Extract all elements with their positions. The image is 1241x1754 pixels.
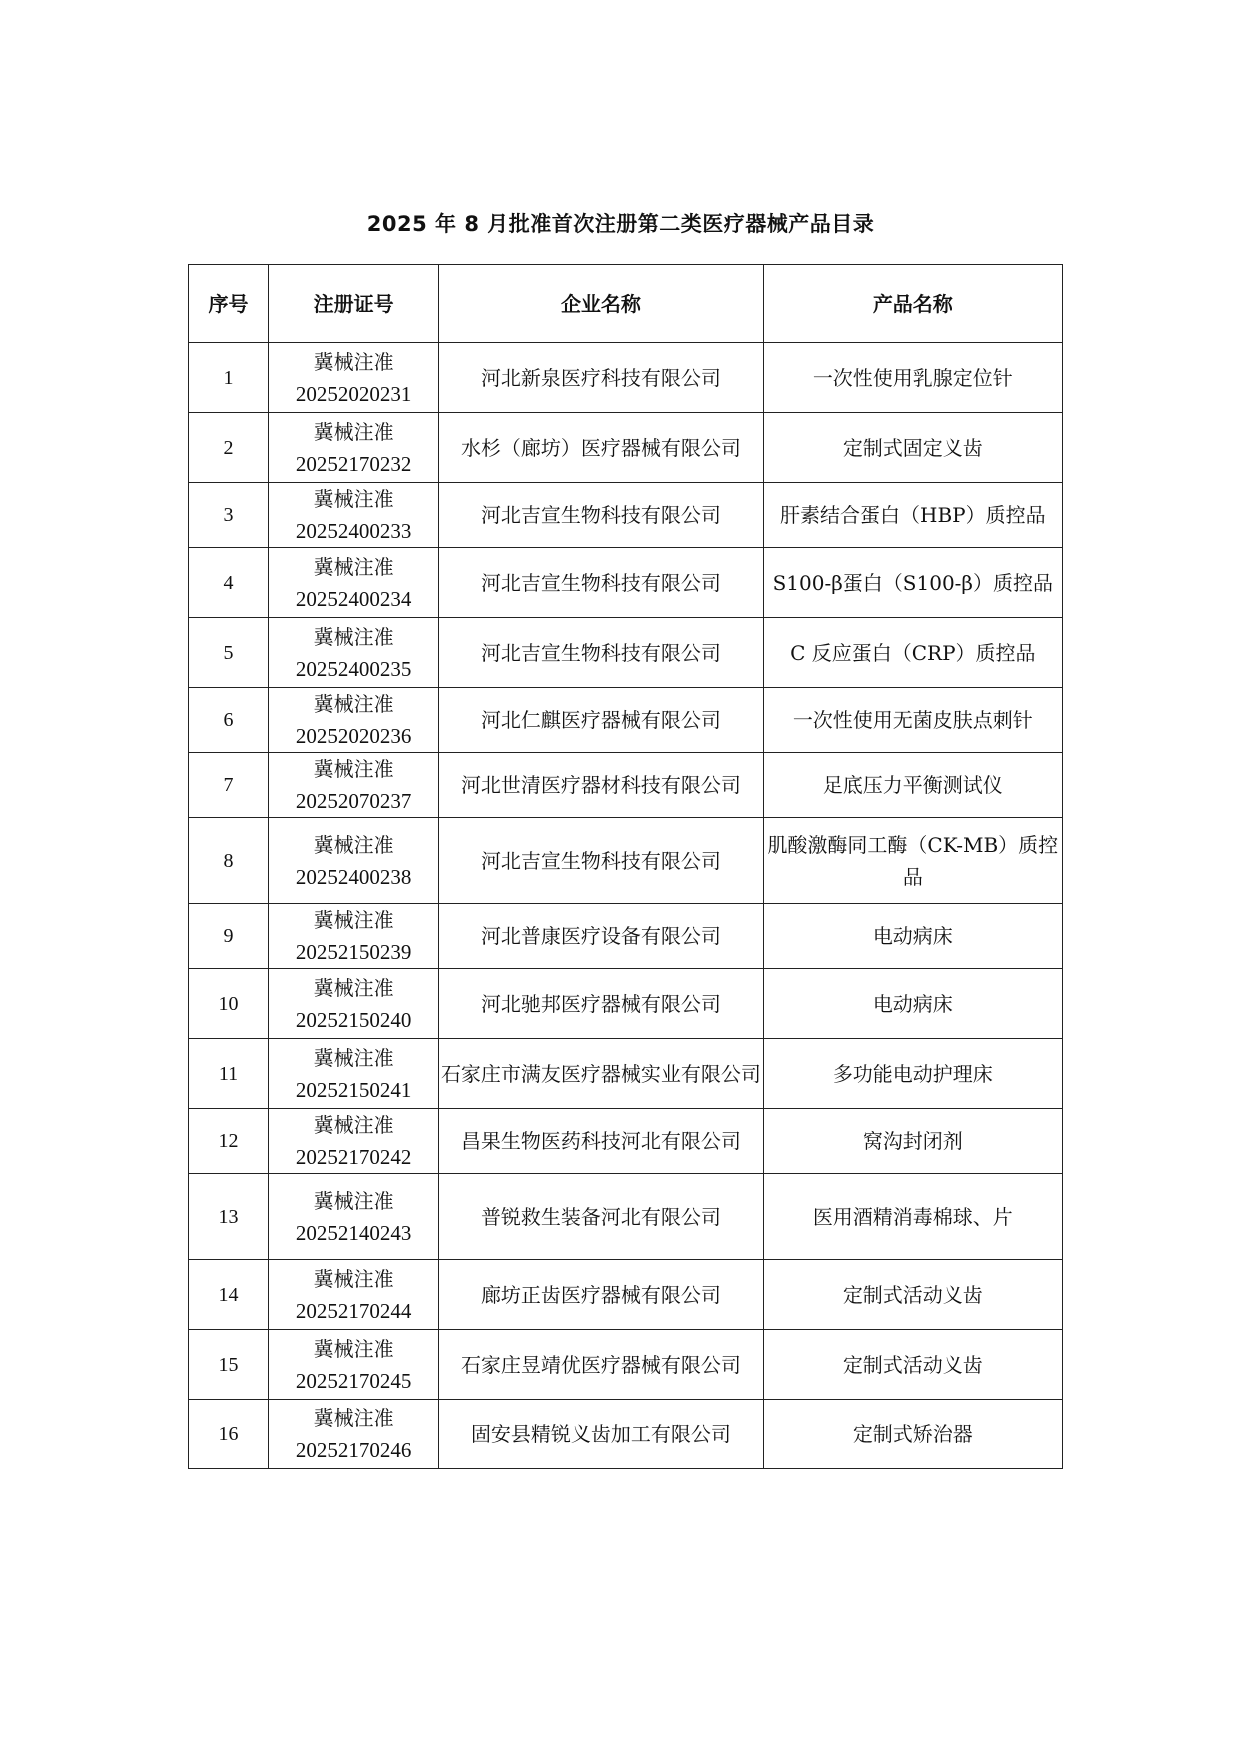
registration-code: 20252170246	[295, 1438, 412, 1462]
table-row	[189, 483, 1063, 548]
cell-registration-number	[269, 483, 439, 548]
cell-product-name: 一次性使用乳腺定位针	[763, 343, 1062, 413]
registration-prefix: 冀械注准	[313, 487, 394, 511]
table-row	[189, 688, 1063, 753]
table-row	[189, 1039, 1063, 1109]
cell-serial-number: 8	[189, 818, 269, 904]
cell-company-name: 河北吉宣生物科技有限公司	[439, 483, 763, 548]
page-title: 2025 年 8 月批准首次注册第二类医疗器械产品目录	[366, 212, 875, 236]
header-company-name: 企业名称	[439, 265, 763, 343]
header-registration-number: 注册证号	[269, 265, 439, 343]
header-product-name: 产品名称	[763, 265, 1062, 343]
registration-prefix: 冀械注准	[313, 832, 394, 857]
cell-company-name: 河北驰邦医疗器械有限公司	[439, 969, 763, 1039]
cell-serial-number: 12	[189, 1109, 269, 1174]
registration-code: 20252400238	[295, 864, 412, 889]
registration-code: 20252070237	[295, 789, 412, 813]
cell-registration-number	[269, 548, 439, 618]
cell-product-name: 电动病床	[763, 904, 1062, 969]
cell-registration-number	[269, 753, 439, 818]
cell-serial-number: 16	[189, 1400, 269, 1469]
cell-company-name: 昌果生物医药科技河北有限公司	[439, 1109, 763, 1174]
registration-code: 20252170245	[295, 1368, 412, 1393]
cell-company-name: 河北吉宣生物科技有限公司	[439, 548, 763, 618]
cell-registration-number	[269, 618, 439, 688]
cell-registration-number	[269, 688, 439, 753]
registration-prefix: 冀械注准	[313, 975, 394, 1000]
registration-prefix: 冀械注准	[313, 349, 394, 374]
table-row	[189, 1400, 1063, 1469]
cell-company-name: 河北吉宣生物科技有限公司	[439, 618, 763, 688]
registration-code: 20252170244	[295, 1298, 412, 1323]
header-serial-number: 序号	[189, 265, 269, 343]
table-row	[189, 818, 1063, 904]
cell-product-name: 多功能电动护理床	[763, 1039, 1062, 1109]
cell-company-name: 廊坊正齿医疗器械有限公司	[439, 1260, 763, 1330]
cell-company-name: 河北世清医疗器材科技有限公司	[439, 753, 763, 818]
cell-product-name: S100-β蛋白（S100-β）质控品	[763, 548, 1062, 618]
cell-serial-number: 15	[189, 1330, 269, 1400]
registration-code: 20252020231	[295, 381, 412, 406]
registration-code: 20252020236	[295, 724, 412, 748]
registration-prefix: 冀械注准	[313, 1266, 394, 1291]
cell-registration-number	[269, 1109, 439, 1174]
cell-company-name: 水杉（廊坊）医疗器械有限公司	[439, 413, 763, 483]
table-row	[189, 753, 1063, 818]
registration-code: 20252400233	[295, 519, 412, 543]
cell-registration-number	[269, 413, 439, 483]
cell-registration-number	[269, 1330, 439, 1400]
cell-registration-number	[269, 904, 439, 969]
registration-prefix: 冀械注准	[313, 1188, 394, 1213]
cell-company-name: 普锐救生装备河北有限公司	[439, 1174, 763, 1260]
registration-prefix: 冀械注准	[313, 1406, 394, 1430]
registration-code: 20252150241	[295, 1077, 412, 1102]
table-row	[189, 413, 1063, 483]
cell-serial-number: 5	[189, 618, 269, 688]
cell-company-name: 河北仁麒医疗器械有限公司	[439, 688, 763, 753]
cell-registration-number	[269, 818, 439, 904]
table-row	[189, 1260, 1063, 1330]
cell-serial-number: 2	[189, 413, 269, 483]
product-catalog-table	[188, 264, 1063, 1469]
cell-company-name: 河北新泉医疗科技有限公司	[439, 343, 763, 413]
registration-prefix: 冀械注准	[313, 1336, 394, 1361]
cell-company-name: 固安县精锐义齿加工有限公司	[439, 1400, 763, 1469]
cell-product-name: 一次性使用无菌皮肤点刺针	[763, 688, 1062, 753]
table-row	[189, 1330, 1063, 1400]
registration-code: 20252400234	[295, 586, 412, 611]
registration-prefix: 冀械注准	[313, 419, 394, 444]
table-row	[189, 969, 1063, 1039]
cell-product-name: C 反应蛋白（CRP）质控品	[763, 618, 1062, 688]
table-row	[189, 904, 1063, 969]
registration-prefix: 冀械注准	[313, 692, 394, 716]
table-row	[189, 548, 1063, 618]
table-header-row	[189, 265, 1063, 343]
cell-registration-number	[269, 1260, 439, 1330]
cell-product-name: 窝沟封闭剂	[763, 1109, 1062, 1174]
cell-serial-number: 3	[189, 483, 269, 548]
cell-registration-number	[269, 969, 439, 1039]
registration-prefix: 冀械注准	[313, 554, 394, 579]
registration-prefix: 冀械注准	[313, 757, 394, 781]
table-row	[189, 1174, 1063, 1260]
cell-serial-number: 14	[189, 1260, 269, 1330]
registration-code: 20252170242	[295, 1145, 412, 1169]
cell-company-name: 河北吉宣生物科技有限公司	[439, 818, 763, 904]
cell-product-name: 肝素结合蛋白（HBP）质控品	[763, 483, 1062, 548]
cell-product-name: 定制式活动义齿	[763, 1260, 1062, 1330]
cell-serial-number: 4	[189, 548, 269, 618]
cell-serial-number: 9	[189, 904, 269, 969]
table-row	[189, 343, 1063, 413]
registration-code: 20252150240	[295, 1007, 412, 1032]
cell-registration-number	[269, 1400, 439, 1469]
cell-product-name: 定制式矫治器	[763, 1400, 1062, 1469]
cell-product-name: 肌酸激酶同工酶（CK-MB）质控品	[763, 818, 1062, 904]
cell-company-name: 石家庄昱靖优医疗器械有限公司	[439, 1330, 763, 1400]
cell-serial-number: 1	[189, 343, 269, 413]
cell-product-name: 定制式活动义齿	[763, 1330, 1062, 1400]
registration-prefix: 冀械注准	[313, 624, 394, 649]
cell-product-name: 足底压力平衡测试仪	[763, 753, 1062, 818]
cell-serial-number: 13	[189, 1174, 269, 1260]
cell-registration-number	[269, 343, 439, 413]
cell-registration-number	[269, 1039, 439, 1109]
cell-registration-number	[269, 1174, 439, 1260]
cell-serial-number: 10	[189, 969, 269, 1039]
table-body	[189, 343, 1063, 1469]
cell-serial-number: 7	[189, 753, 269, 818]
registration-prefix: 冀械注准	[313, 908, 394, 932]
cell-product-name: 电动病床	[763, 969, 1062, 1039]
cell-product-name: 医用酒精消毒棉球、片	[763, 1174, 1062, 1260]
table-row	[189, 618, 1063, 688]
cell-product-name: 定制式固定义齿	[763, 413, 1062, 483]
registration-prefix: 冀械注准	[313, 1045, 394, 1070]
registration-code: 20252140243	[295, 1220, 412, 1245]
cell-serial-number: 6	[189, 688, 269, 753]
registration-prefix: 冀械注准	[313, 1113, 394, 1137]
cell-company-name: 河北普康医疗设备有限公司	[439, 904, 763, 969]
registration-code: 20252150239	[295, 940, 412, 964]
registration-code: 20252400235	[295, 656, 412, 681]
cell-serial-number: 11	[189, 1039, 269, 1109]
registration-code: 20252170232	[295, 451, 412, 476]
cell-company-name: 石家庄市满友医疗器械实业有限公司	[439, 1039, 763, 1109]
table-row	[189, 1109, 1063, 1174]
